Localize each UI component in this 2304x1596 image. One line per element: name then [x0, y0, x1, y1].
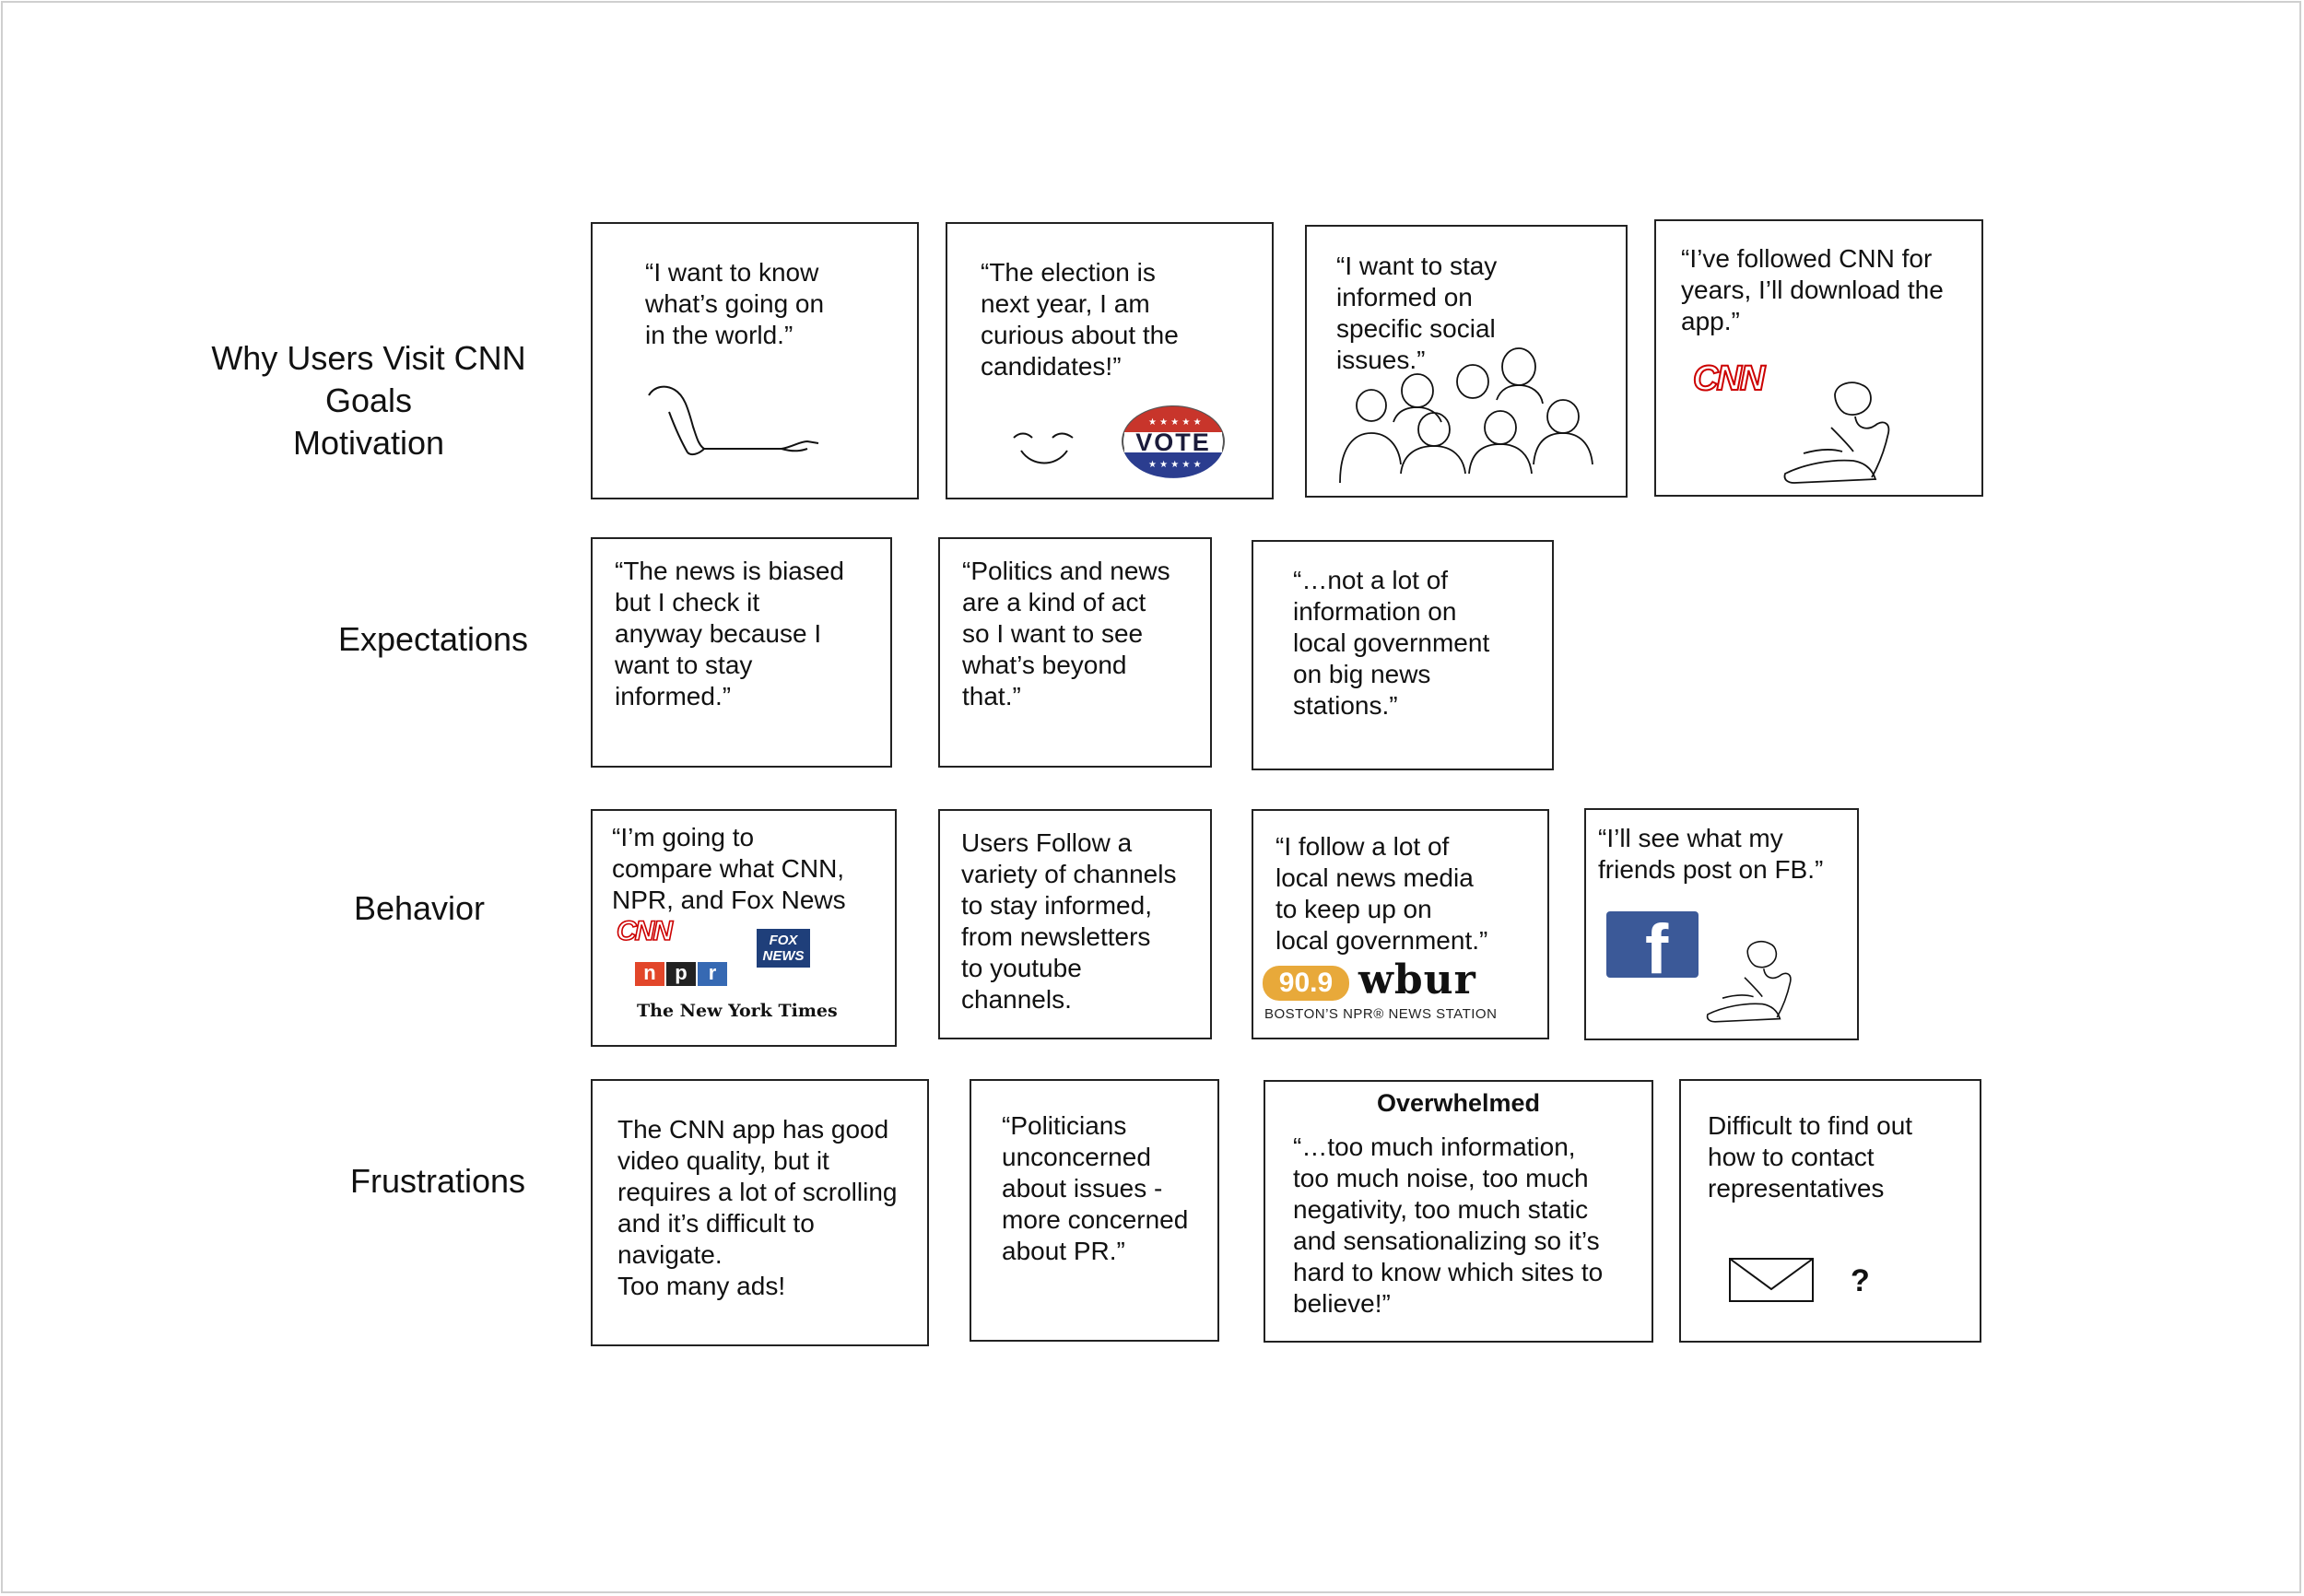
card-quote: “I want to know what’s going on in the world.”	[645, 258, 825, 349]
fox-news-logo	[757, 929, 810, 968]
vote-badge	[1121, 405, 1226, 478]
row-label-expectations: Expectations	[337, 620, 529, 658]
envelope-icon	[1729, 1258, 1814, 1302]
nyt-logo: The New York Times	[637, 1001, 838, 1021]
card-quote: “I want to stay informed on specific social issues.”	[1336, 252, 1498, 374]
question-mark: ?	[1851, 1263, 1870, 1298]
wbur-logo	[1263, 956, 1539, 1025]
facebook-logo	[1606, 911, 1699, 978]
facebook-logo-letter: f	[1645, 911, 1669, 978]
card-quote: “Politics and news are a kind of act so I want to see what’s beyond that.”	[962, 557, 1170, 710]
card-quote: “…not a lot of information on local government on big news stations.”	[1293, 566, 1490, 720]
wbur-tagline: BOSTON’S NPR® NEWS STATION	[1264, 1006, 1498, 1022]
card-quote: “I’ve followed CNN for years, I’ll download the app.”	[1681, 244, 1944, 335]
row-label-goals	[175, 337, 562, 464]
expectations-card-politics	[938, 537, 1212, 768]
person-sketch-icon	[1776, 376, 1914, 487]
row-label-goals-line-3: Motivation	[292, 424, 445, 462]
frustrations-card-politicians	[970, 1079, 1219, 1342]
smiling-face-icon	[1008, 427, 1082, 473]
card-quote: “The news is biased but I check it anyway because I want to stay informed.”	[615, 557, 845, 710]
behavior-card-compare	[591, 809, 897, 1047]
npr-logo-letter-r: r	[698, 962, 727, 986]
row-label-goals-line-2: Goals	[324, 381, 413, 419]
goals-card-social	[1305, 225, 1628, 498]
expectations-card-local-gov	[1252, 540, 1554, 770]
behavior-card-facebook	[1584, 808, 1859, 1040]
goals-card-election	[946, 222, 1274, 499]
row-label-behavior: Behavior	[353, 889, 486, 927]
svg-text:★ ★ ★ ★ ★: ★ ★ ★ ★ ★	[1148, 417, 1202, 428]
card-quote: Difficult to find out how to contact representatives	[1708, 1111, 1913, 1203]
behavior-card-channels	[938, 809, 1212, 1039]
svg-text:★ ★ ★ ★ ★: ★ ★ ★ ★ ★	[1148, 460, 1202, 470]
frustrations-card-contact	[1679, 1079, 1981, 1343]
npr-logo-letter-p: p	[666, 962, 696, 986]
fox-news-logo-line-2: NEWS	[762, 948, 805, 964]
fox-news-logo-line-1: FOX	[769, 933, 798, 948]
card-quote: “I’m going to compare what CNN, NPR, and Fox News	[612, 823, 846, 914]
card-title: Overwhelmed	[1376, 1089, 1541, 1117]
reaching-arm-icon	[643, 381, 828, 464]
crowd-icon	[1334, 345, 1611, 483]
card-quote: “I’ll see what my friends post on FB.”	[1598, 824, 1824, 884]
cnn-logo: CNN	[617, 916, 671, 946]
card-quote: “…too much information, too much noise, too much negativity, too much static and sensationalizing so it’s hard to know which sites to believe!”	[1293, 1132, 1604, 1318]
row-label-frustrations: Frustrations	[349, 1162, 526, 1200]
goals-card-cnn-app	[1654, 219, 1983, 497]
expectations-card-biased	[591, 537, 892, 768]
frustrations-card-app	[591, 1079, 929, 1346]
frustrations-card-overwhelmed	[1264, 1080, 1653, 1343]
behavior-card-local-media	[1252, 809, 1549, 1039]
row-label-goals-line-1: Why Users Visit CNN	[211, 339, 526, 377]
npr-logo-letter-n: n	[635, 962, 664, 986]
person-sketch-icon	[1700, 930, 1811, 1031]
cnn-logo: CNN	[1693, 359, 1764, 398]
card-quote: Users Follow a variety of channels to stay informed, from newsletters to youtube channels.	[961, 828, 1177, 1014]
wbur-frequency-badge: 90.9	[1263, 966, 1349, 1001]
card-quote: “I follow a lot of local news media to keep up on local government.”	[1275, 832, 1488, 955]
card-quote: “The election is next year, I am curious about the candidates!”	[981, 258, 1179, 381]
card-quote: The CNN app has good video quality, but it requires a lot of scrolling and it’s difficult to navigate. Too many ads!	[617, 1115, 898, 1300]
goals-card-world	[591, 222, 919, 499]
npr-logo	[635, 962, 727, 986]
card-quote: “Politicians unconcerned about issues - more concerned about PR.”	[1002, 1111, 1189, 1265]
vote-badge-text: VOTE	[1135, 428, 1211, 456]
wbur-wordmark: wbur	[1358, 956, 1476, 1003]
